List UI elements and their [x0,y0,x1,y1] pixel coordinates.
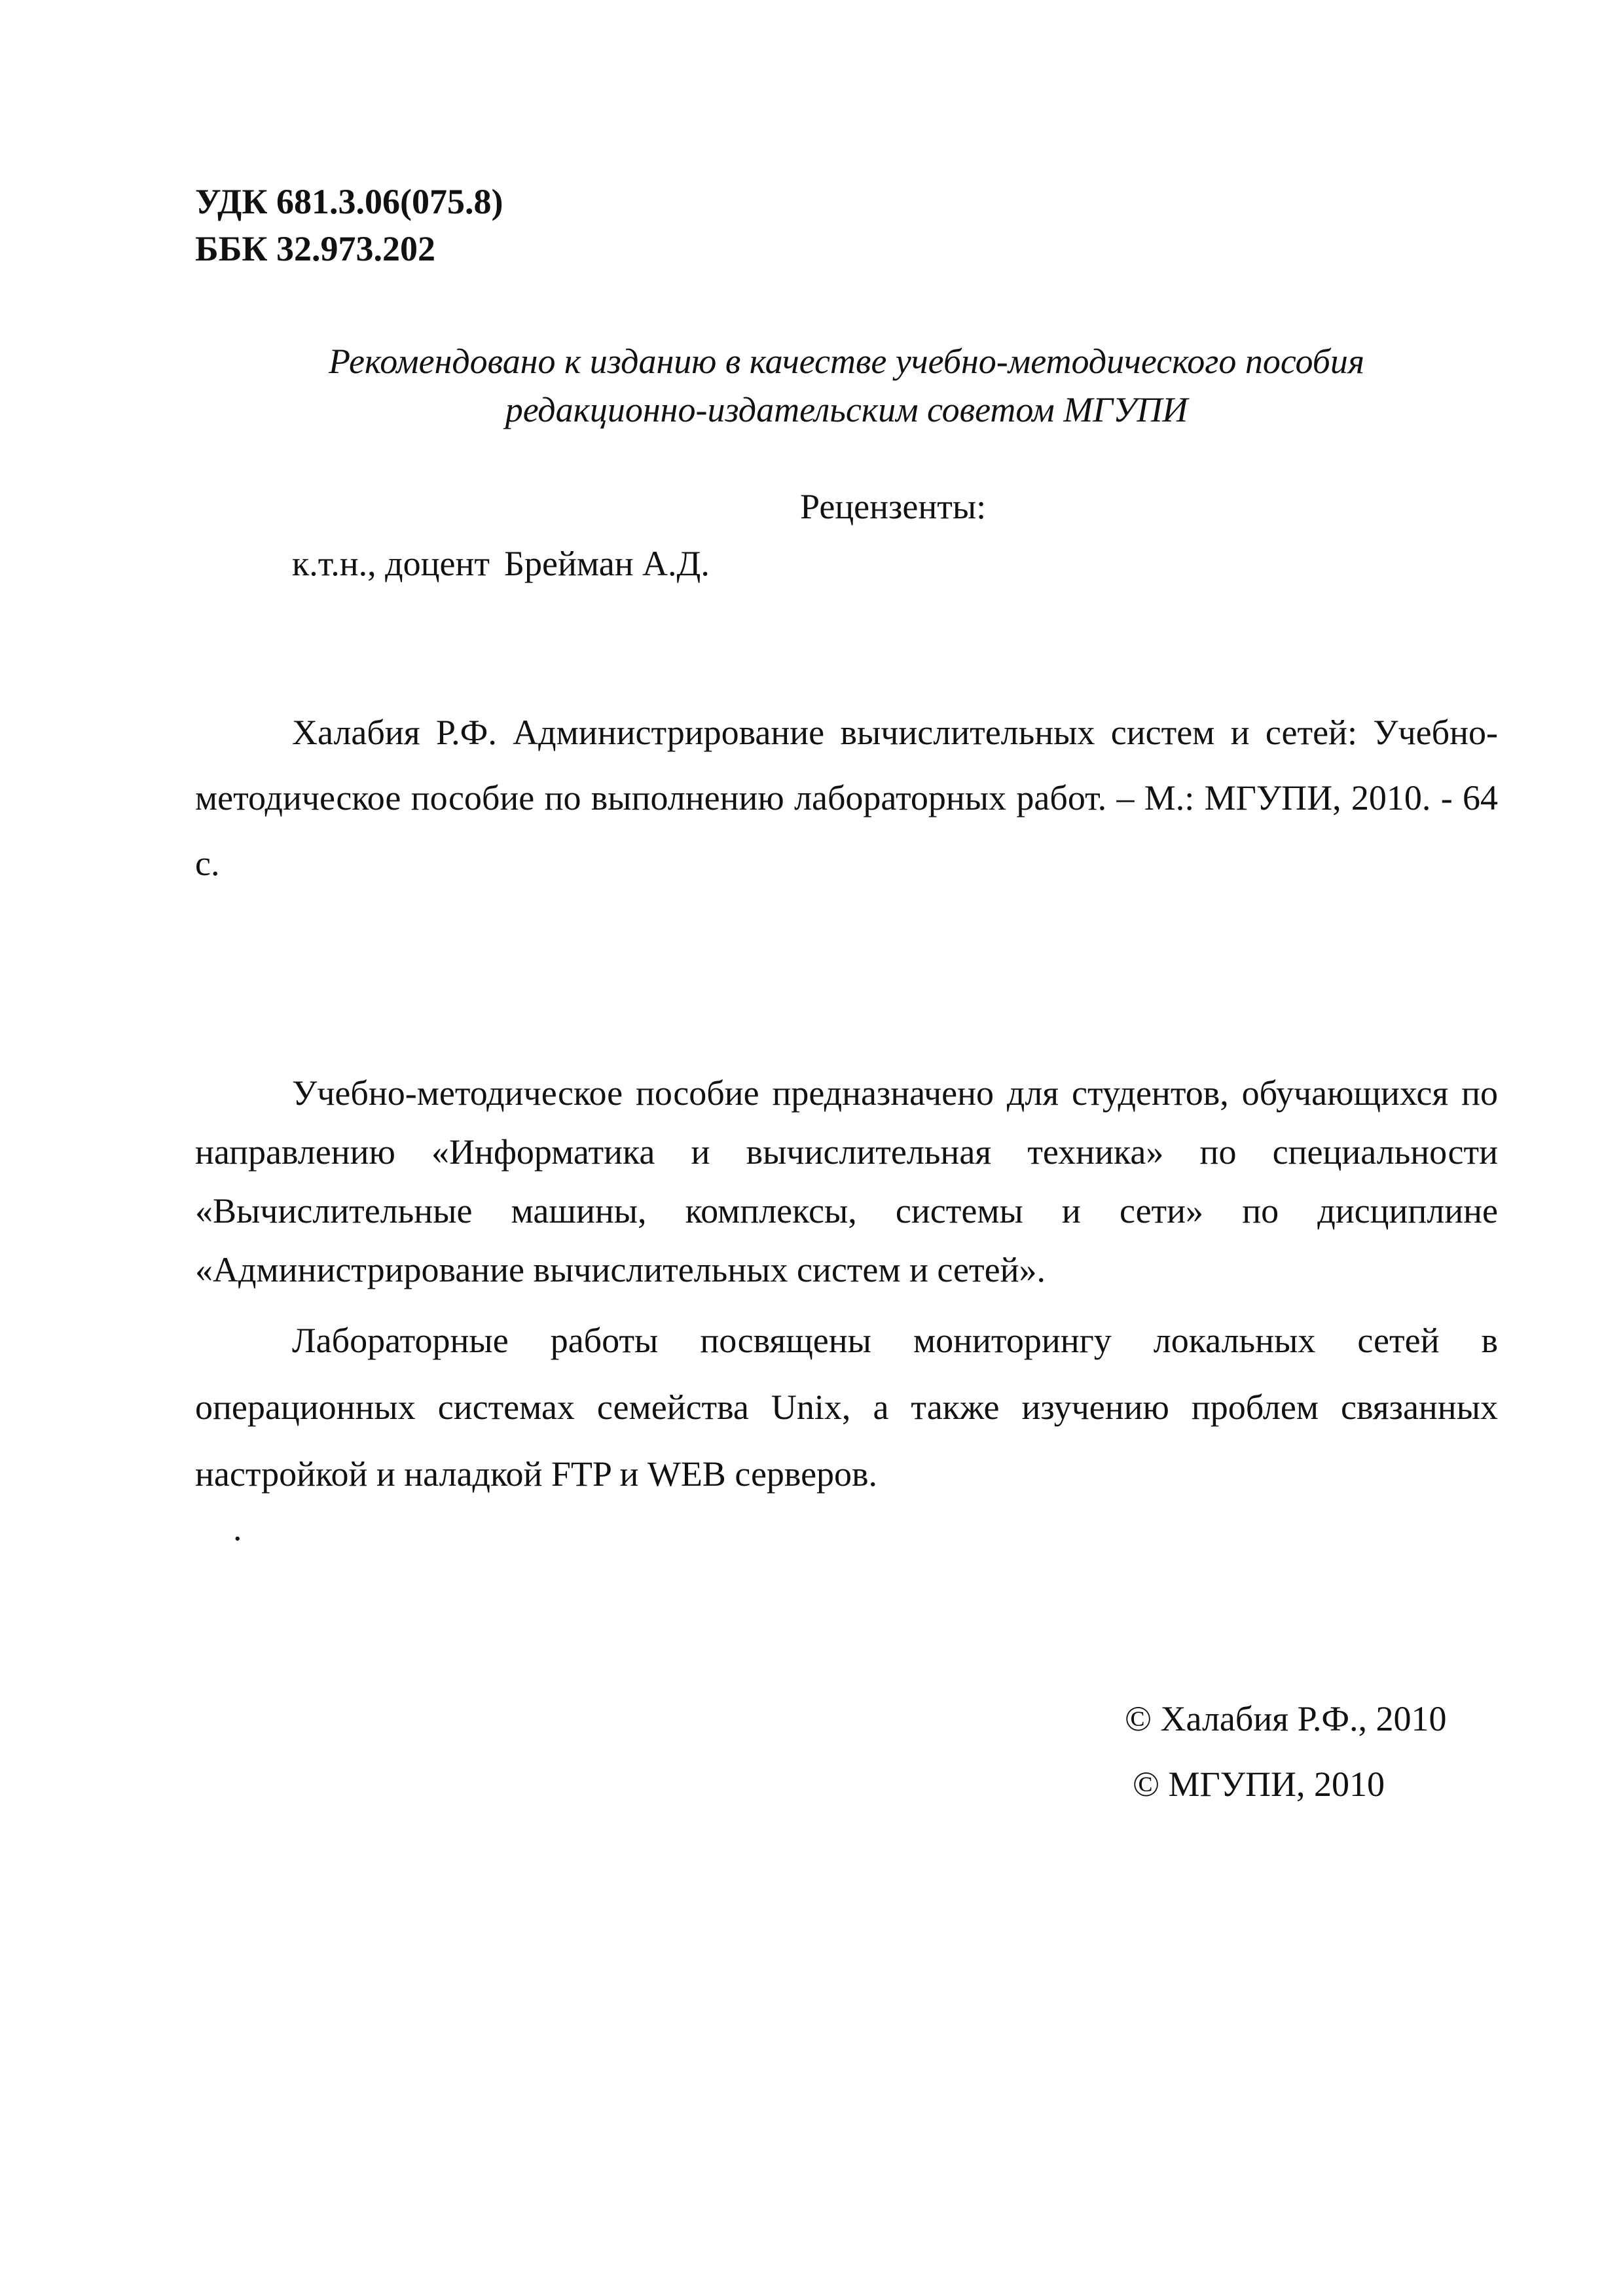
classification-codes [195,178,503,272]
reviewer-entry [292,540,710,587]
annotation-paragraph-1: Учебно-методическое пособие предназначено для студентов, обучающихся по направлению «Информатика и вычислительная техника» по специальности «Вычислительные машины, комплексы, системы и сети» по дисциплине «Администрирование вычислительных систем и сетей». [195,1073,1498,1289]
annotation [195,1064,1498,1507]
annotation-paragraph-2: Лабораторные работы посвящены мониторингу локальных сетей в операционных системах семейства Unix, а также изучению проблем связанных настройкой и наладкой FTP и WEB серверов. [195,1321,1498,1494]
copyright-author: © Халабия Р.Ф., 2010 [1125,1699,1447,1738]
recommendation-line-1: Рекомендовано к изданию в качестве учебно-методического пособия [328,342,1365,381]
copyright-block [1125,1695,1447,1808]
recommendation-line-2: редакционно-издательским советом МГУПИ [505,390,1188,429]
bibliographic-entry: Халабия Р.Ф. Администрирование вычислительных систем и сетей: Учебно-методическое пособие по выполнению лабораторных работ. – М.: МГУПИ, 2010. - 64 с. [195,713,1498,883]
reviewers-title: Рецензенты: [800,487,987,526]
udk-code: УДК 681.3.06(075.8) [195,182,503,221]
publication-recommendation [195,337,1498,434]
stray-mark: . [233,1509,242,1548]
reviewer-name: Брейман А.Д. [504,544,710,583]
reviewer-degree: к.т.н., доцент [292,544,490,583]
bbk-code: ББК 32.973.202 [195,229,436,268]
copyright-publisher: © МГУПИ, 2010 [1133,1765,1385,1804]
